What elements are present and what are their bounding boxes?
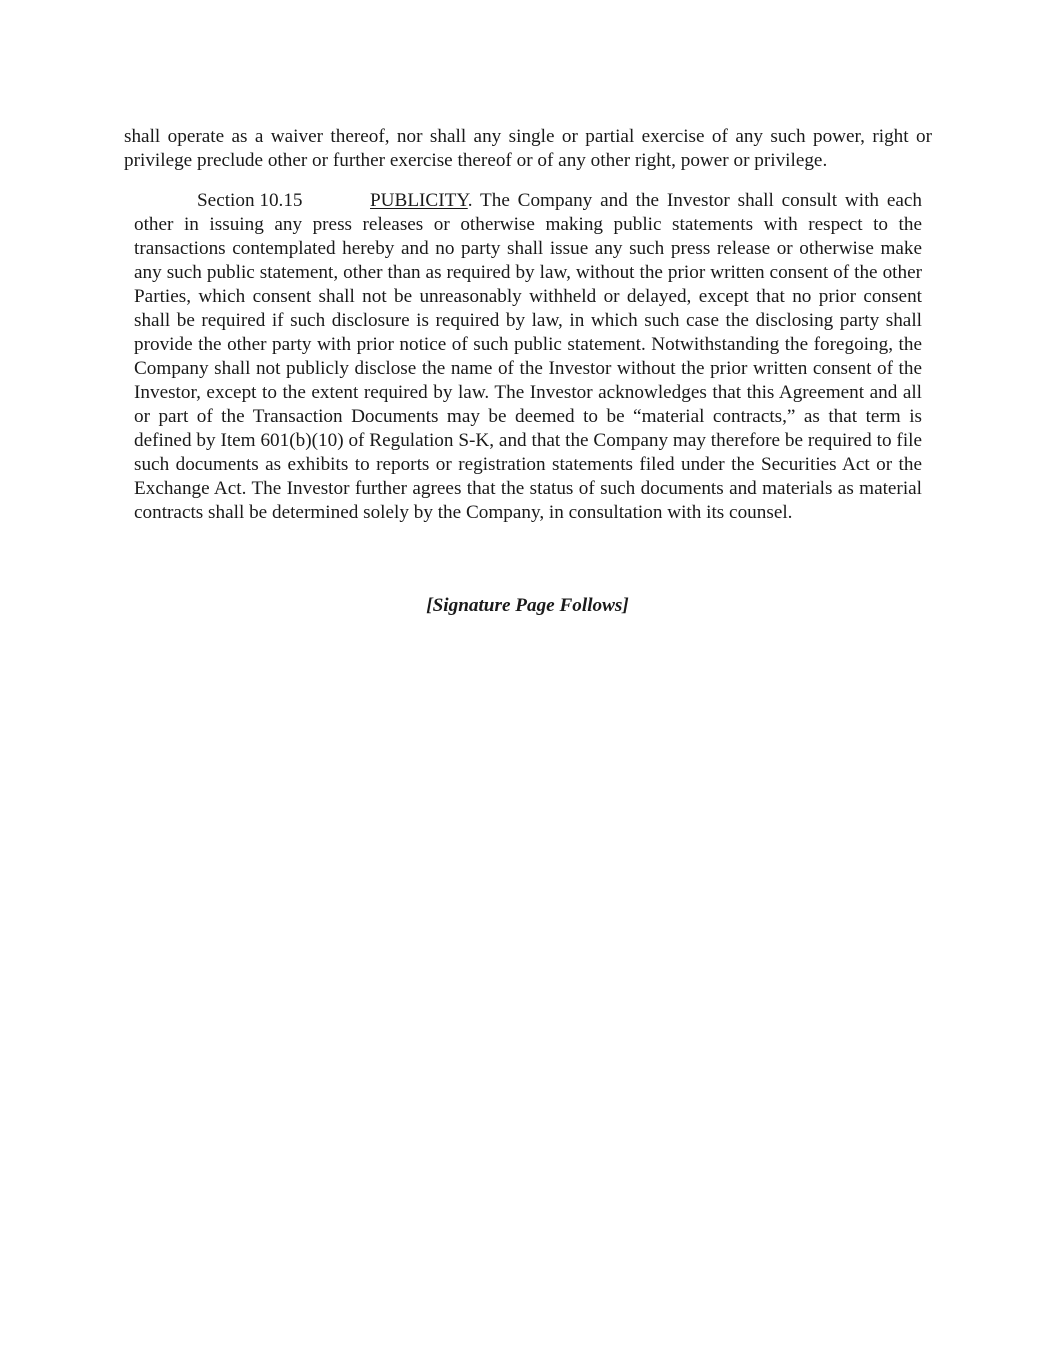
section-heading-punctuation: . bbox=[467, 190, 473, 211]
continued-paragraph: shall operate as a waiver thereof, nor shall any single or partial exercise of any such power, right or privilege preclude other or further exercise thereof or of any other right, power or privilege. bbox=[124, 126, 932, 171]
section-heading: PUBLICITY bbox=[370, 190, 468, 211]
section-body: The Company and the Investor shall consult with each other in issuing any press releases or otherwise making public statements with respect to the transactions contemplated hereby and no party shall issue any such press release or otherwise make any such public statement, other than as required by law, without the prior written consent of the other Parties, which consent shall not be unreasonably withheld or delayed, except that no prior consent shall be required if such disclosure is required by law, in which such case the disclosing party shall provide the other party with prior notice of such public statement. Notwithstanding the foregoing, the Company shall not publicly disclose the name of the Investor without the prior written consent of the Investor, except to the extent required by law. The Investor acknowledges that this Agreement and all or part of the Transaction Documents may be deemed to be “material contracts,” as that term is defined by Item 601(b)(10) of Regulation S-K, and that the Company may therefore be required to file such documents as exhibits to reports or registration statements filed under the Securities Act or the Exchange Act. The Investor further agrees that the status of such documents and materials as material contracts shall be determined solely by the Company, in consultation with its counsel. bbox=[134, 190, 922, 523]
section-paragraph bbox=[134, 189, 922, 525]
section-number: Section 10.15 bbox=[197, 190, 303, 211]
signature-page-note: [Signature Page Follows] bbox=[426, 595, 629, 616]
